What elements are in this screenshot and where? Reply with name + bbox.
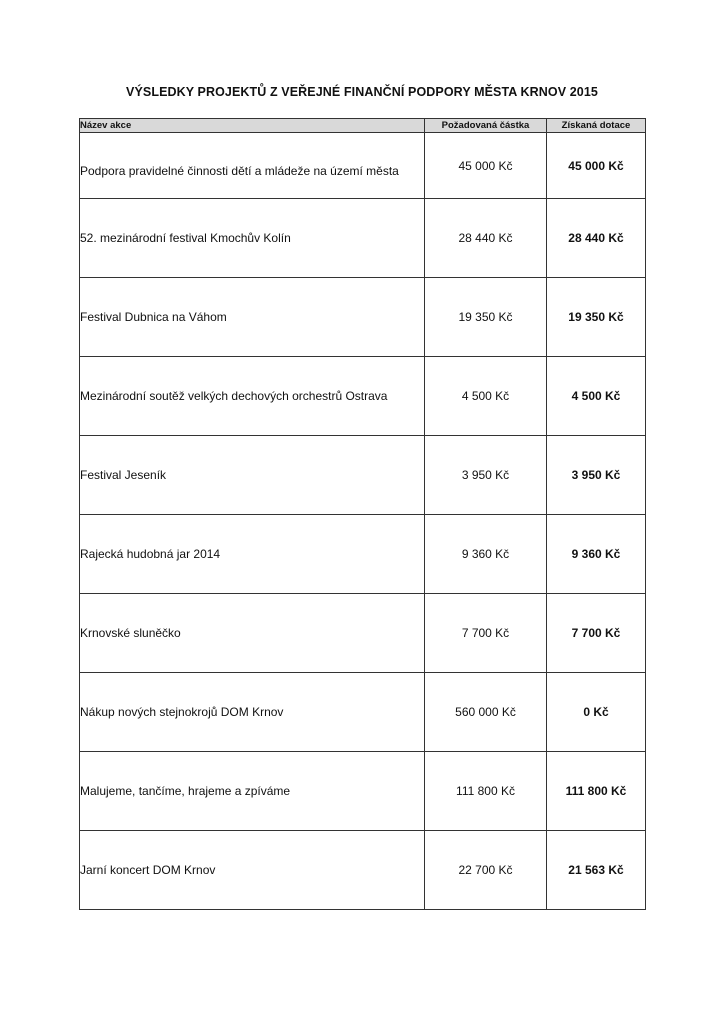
- project-name-cell: [80, 594, 425, 673]
- granted-amount: 9 360 Kč: [571, 547, 621, 561]
- requested-amount: 3 950 Kč: [461, 468, 510, 482]
- granted-amount-cell: [547, 515, 646, 594]
- requested-amount-cell: [425, 199, 547, 278]
- table-row: [80, 515, 646, 594]
- results-table: [79, 118, 646, 910]
- requested-amount: 560 000 Kč: [455, 705, 516, 719]
- project-name: Nákup nových stejnokrojů DOM Krnov: [80, 705, 284, 719]
- granted-amount-cell: [547, 752, 646, 831]
- project-name-cell: [80, 133, 425, 199]
- header-project-name: Název akce: [80, 119, 425, 133]
- granted-amount-cell: [547, 594, 646, 673]
- granted-amount-cell: [547, 831, 646, 910]
- header-granted-amount: Získaná dotace: [547, 119, 646, 133]
- project-name-cell: [80, 357, 425, 436]
- requested-amount-cell: [425, 357, 547, 436]
- requested-amount-cell: [425, 436, 547, 515]
- table-row: [80, 199, 646, 278]
- table-row: [80, 436, 646, 515]
- requested-amount: 4 500 Kč: [461, 389, 510, 403]
- project-name: Mezinárodní soutěž velkých dechových orchestrů Ostrava: [80, 389, 388, 403]
- project-name: Malujeme, tančíme, hrajeme a zpíváme: [80, 784, 291, 798]
- project-name-cell: [80, 515, 425, 594]
- table-row: [80, 673, 646, 752]
- project-name: Rajecká hudobná jar 2014: [80, 547, 221, 561]
- granted-amount-cell: [547, 278, 646, 357]
- requested-amount: 9 360 Kč: [461, 547, 510, 561]
- project-name: Podpora pravidelné činnosti dětí a mládeže na území města: [80, 163, 399, 178]
- granted-amount: 45 000 Kč: [568, 158, 624, 173]
- project-name: Festival Jeseník: [80, 468, 167, 482]
- table-header-row: [80, 119, 646, 133]
- table-row: [80, 594, 646, 673]
- requested-amount: 7 700 Kč: [461, 626, 510, 640]
- project-name-cell: [80, 831, 425, 910]
- granted-amount-cell: [547, 199, 646, 278]
- requested-amount: 22 700 Kč: [458, 863, 513, 877]
- requested-amount-cell: [425, 133, 547, 199]
- project-name-cell: [80, 673, 425, 752]
- project-name: 52. mezinárodní festival Kmochův Kolín: [80, 231, 291, 245]
- granted-amount-cell: [547, 133, 646, 199]
- requested-amount-cell: [425, 278, 547, 357]
- project-name: Jarní koncert DOM Krnov: [80, 863, 216, 877]
- document-title: VÝSLEDKY PROJEKTŮ Z VEŘEJNÉ FINANČNÍ PODPORY MĚSTA KRNOV 2015: [126, 85, 598, 99]
- granted-amount: 0 Kč: [583, 705, 609, 719]
- granted-amount-cell: [547, 357, 646, 436]
- project-name-cell: [80, 278, 425, 357]
- requested-amount-cell: [425, 752, 547, 831]
- granted-amount: 7 700 Kč: [571, 626, 621, 640]
- project-name-cell: [80, 436, 425, 515]
- granted-amount: 111 800 Kč: [565, 784, 627, 798]
- requested-amount-cell: [425, 673, 547, 752]
- table-row: [80, 752, 646, 831]
- project-name-cell: [80, 199, 425, 278]
- granted-amount: 21 563 Kč: [568, 863, 624, 877]
- granted-amount: 19 350 Kč: [568, 310, 624, 324]
- project-name-cell: [80, 752, 425, 831]
- requested-amount: 45 000 Kč: [458, 158, 513, 173]
- requested-amount-cell: [425, 515, 547, 594]
- requested-amount-cell: [425, 831, 547, 910]
- requested-amount: 111 800 Kč: [456, 784, 515, 798]
- requested-amount: 28 440 Kč: [458, 231, 513, 245]
- granted-amount: 4 500 Kč: [571, 389, 621, 403]
- granted-amount-cell: [547, 673, 646, 752]
- table-row: [80, 357, 646, 436]
- project-name: Krnovské sluněčko: [80, 626, 181, 640]
- table-row: [80, 831, 646, 910]
- header-requested-amount: Požadovaná částka: [425, 119, 547, 133]
- granted-amount: 28 440 Kč: [568, 231, 624, 245]
- requested-amount: 19 350 Kč: [458, 310, 513, 324]
- table-row: [80, 278, 646, 357]
- table-row: [80, 133, 646, 199]
- granted-amount: 3 950 Kč: [571, 468, 621, 482]
- granted-amount-cell: [547, 436, 646, 515]
- project-name: Festival Dubnica na Váhom: [80, 310, 227, 324]
- requested-amount-cell: [425, 594, 547, 673]
